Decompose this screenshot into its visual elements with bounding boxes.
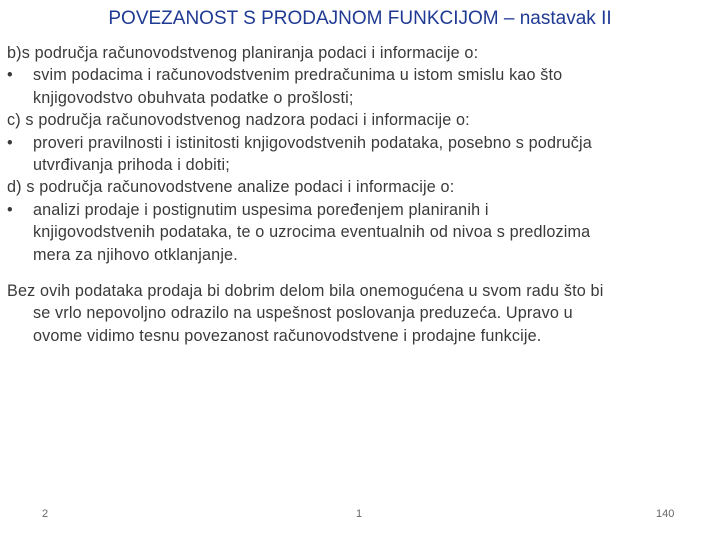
slide-title: POVEZANOST S PRODAJNOM FUNKCIJOM – nastavak II <box>108 8 612 29</box>
slide-content <box>7 42 713 347</box>
bullet-line: analizi prodaje i postignutim uspesima poređenjem planiranih i <box>33 200 489 219</box>
footer-page-number: 140 <box>656 508 675 520</box>
section-heading-b: b)s područja računovodstvenog planiranja podaci i informacije o: <box>7 44 479 62</box>
closing-line: Bez ovih podataka prodaja bi dobrim delom bila onemogućena u svom radu što bi <box>7 282 604 301</box>
footer-center-number: 1 <box>356 508 363 520</box>
bullet-line: mera za njihovo otklanjanje. <box>33 245 238 264</box>
footer-left-number: 2 <box>42 508 49 520</box>
bullet-text-d <box>33 199 713 266</box>
bullet-line: knjigovodstvenih podataka, te o uzrocima eventualnih od nivoa s predlozima <box>33 223 591 242</box>
bullet-line: utvrđivanja prihoda i dobiti; <box>33 156 230 175</box>
bullet-line: svim podacima i računovodstvenim predračunima u istom smislu kao što <box>33 66 563 85</box>
bullet-marker: • <box>7 133 13 152</box>
bullet-marker: • <box>7 200 13 219</box>
closing-paragraph <box>7 280 713 347</box>
bullet-marker: • <box>7 66 13 85</box>
bullet-item-c <box>7 132 713 177</box>
bullet-text-c <box>33 132 713 177</box>
bullet-line: knjigovodstvo obuhvata podatke o prošlosti; <box>33 88 354 107</box>
bullet-item-b <box>7 64 713 109</box>
section-heading-d: d) s područja računovodstvene analize podaci i informacije o: <box>7 178 455 197</box>
section-heading-c: c) s područja računovodstvenog nadzora podaci i informacije o: <box>7 111 470 130</box>
bullet-line: proveri pravilnosti i istinitosti knjigovodstvenih podataka, posebno s područja <box>33 133 592 152</box>
bullet-item-d <box>7 199 713 266</box>
closing-line: ovome vidimo tesnu povezanost računovodstvene i prodajne funkcije. <box>33 326 542 345</box>
closing-line: se vrlo nepovoljno odrazilo na uspešnost poslovanja preduzeća. Upravo u <box>33 304 573 323</box>
bullet-text-b <box>33 64 713 109</box>
